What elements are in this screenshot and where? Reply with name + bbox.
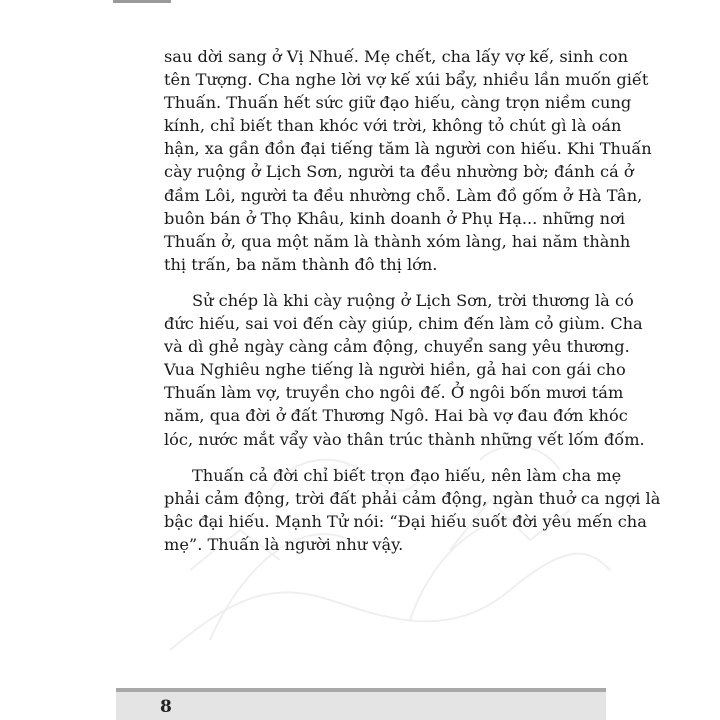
text-line: cày ruộng ở Lịch Sơn, người ta đều nhường bờ; đánh cá ở [164,162,634,182]
text-line: Thuấn cả đời chỉ biết trọn đạo hiếu, nên làm cha mẹ [192,465,622,485]
text-line: Vua Nghiêu nghe tiếng là người hiền, gả hai con gái cho [164,360,626,380]
text-line: năm, qua đời ở đất Thương Ngô. Hai bà vợ đau đớn khóc [164,406,628,426]
text-line: lóc, nước mắt vẩy vào thân trúc thành những vết lốm đốm. [164,429,645,449]
page-number: 8 [160,697,172,717]
text-line: tên Tượng. Cha nghe lời vợ kế xúi bẩy, nhiều lần muốn giết [164,70,649,90]
text-line: đầm Lôi, người ta đều nhường chỗ. Làm đồ gốm ở Hà Tân, [164,185,643,205]
paragraph-3 [164,464,661,556]
text-line: Thuấn ở, qua một năm là thành xóm làng, hai năm thành [164,231,631,251]
footer-band [116,692,606,720]
text-line: mẹ”. Thuấn là người như vậy. [164,534,404,554]
text-line: phải cảm động, trời đất phải cảm động, ngàn thuở ca ngợi là [164,488,661,508]
text-line: Thuấn. Thuấn hết sức giữ đạo hiếu, càng trọn niềm cung [164,93,632,113]
text-line: thị trấn, ba năm thành đô thị lớn. [164,254,438,274]
text-line: Sử chép là khi cày ruộng ở Lịch Sơn, trời thương là có [192,290,634,310]
text-line: Thuấn làm vợ, truyền cho ngôi đế. Ở ngôi bốn mươi tám [164,383,624,403]
text-line: hận, xa gần đồn đại tiếng tăm là người con hiếu. Khi Thuấn [164,139,652,159]
text-line: đức hiếu, sai voi đến cày giúp, chim đến làm cỏ giùm. Cha [164,314,643,334]
paragraph-1 [164,45,652,276]
text-line: kính, chỉ biết than khóc với trời, không tỏ chút gì là oán [164,116,622,136]
paragraph-2 [164,289,645,451]
top-edge-mark [113,0,171,3]
text-line: buôn bán ở Thọ Khâu, kinh doanh ở Phụ Hạ... những nơi [164,208,626,228]
text-line: và dì ghẻ ngày càng cảm động, chuyển sang yêu thương. [164,337,630,357]
text-line: bậc đại hiếu. Mạnh Tử nói: “Đại hiếu suốt đời yêu mến cha [164,511,647,531]
text-line: sau dời sang ở Vị Nhuế. Mẹ chết, cha lấy vợ kế, sinh con [164,47,629,66]
body-text [164,45,661,569]
